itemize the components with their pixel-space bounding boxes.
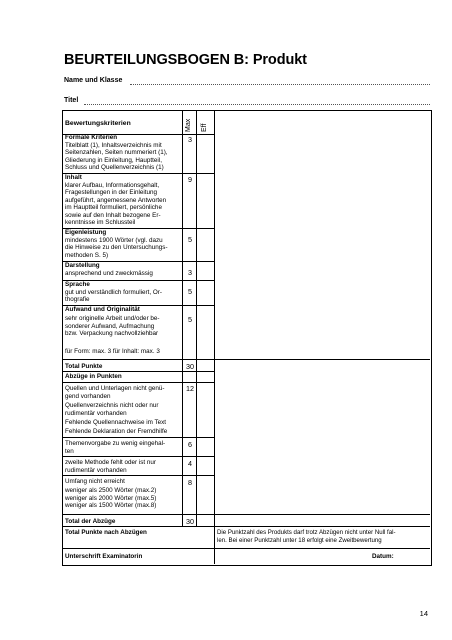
criterion-text: thografie	[65, 296, 90, 303]
deduction-text: zweite Methode fehlt oder ist nur	[65, 459, 157, 466]
criterion-text: Gliederung in Einleitung, Hauptteil,	[65, 156, 162, 164]
page-number: 14	[419, 609, 428, 618]
max-header: Max	[185, 118, 192, 132]
max-value: 3	[188, 135, 192, 144]
deduction-text: ten	[65, 447, 74, 455]
deduction-text: Quellenverzeichnis nicht oder nur	[65, 402, 159, 409]
deduction-text: gend vorhanden	[65, 392, 111, 400]
criterion-text: bzw. Verpackung nachvollziehbar	[65, 330, 159, 337]
deduction-text: Fehlende Quellennachweise im Text	[65, 419, 167, 426]
title-label: Titel	[64, 97, 79, 104]
criterion-label: Eigenleistung	[65, 229, 107, 236]
signature-label: Unterschrift Examinatorin	[65, 553, 143, 560]
criterion-text: Fragestellungen in der Einleitung	[65, 189, 158, 196]
criterion-text: methoden S. 5)	[65, 251, 109, 259]
deduction-text: rudimentär vorhanden	[65, 466, 127, 474]
name-class-field[interactable]	[130, 84, 430, 85]
total-after-label: Total Punkte nach Abzügen	[65, 529, 147, 536]
max-value: 12	[186, 384, 194, 393]
max-value: 5	[188, 315, 192, 324]
criterion-text: klarer Aufbau, Informationsgehalt,	[65, 181, 160, 189]
deduction-text: weniger als 2500 Wörter (max.2)	[65, 487, 157, 494]
max-value: 3	[188, 268, 192, 277]
criterion-label: Inhalt	[65, 174, 82, 181]
total-after-note: Die Punktzahl des Produkts darf trotz Abzügen nicht unter Null fal-	[217, 529, 396, 536]
deduction-text: Themenvorgabe zu wenig eingehal-	[65, 440, 166, 447]
max-value: 4	[188, 459, 192, 468]
form-inhalt-line: für Form: max. 3 für Inhalt: max. 3	[65, 348, 160, 355]
max-value: 8	[188, 478, 192, 487]
criterion-label: Darstellung	[65, 262, 100, 269]
deduction-text: weniger als 2000 Wörter (max.5)	[65, 494, 157, 502]
deduction-text: Fehlende Deklaration der Fremdhilfe	[65, 428, 168, 435]
total-after-note: len. Bei einer Punktzahl unter 18 erfolgt eine Zweitbewertung	[217, 537, 382, 544]
page-title: BEURTEILUNGSBOGEN B: Produkt	[64, 52, 307, 68]
criterion-text: mindestens 1900 Wörter (vgl. dazu	[65, 236, 163, 244]
criterion-text: kenntnisse im Schlussteil	[65, 219, 136, 226]
criterion-text: ansprechend und zweckmässig	[65, 269, 153, 277]
criterion-label: Formale Kriterien	[65, 134, 118, 141]
deduction-text: rudimentär vorhanden	[65, 409, 127, 417]
max-value: 9	[188, 175, 192, 184]
criterion-text: im Hauptteil formuliert, persönliche	[65, 204, 162, 211]
evaluation-table	[62, 110, 432, 566]
total-points-max: 30	[186, 362, 194, 371]
deduction-text: Quellen und Unterlagen nicht genü-	[65, 385, 165, 392]
max-value: 5	[188, 235, 192, 244]
eff-header: Eff	[201, 123, 208, 132]
total-deductions-label: Total der Abzüge	[65, 518, 116, 525]
criteria-header: Bewertungskriterien	[65, 120, 131, 127]
criterion-text: die Hinweise zu den Untersuchungs-	[65, 244, 168, 251]
criterion-label: Aufwand und Originalität	[65, 306, 140, 313]
max-value: 5	[188, 287, 192, 296]
name-class-label: Name und Klasse	[64, 77, 123, 84]
total-deductions-max: 30	[186, 517, 194, 526]
criterion-text: sonderer Aufwand, Aufmachung	[65, 322, 155, 330]
date-label: Datum:	[372, 553, 394, 560]
criterion-text: Schluss und Quellenverzeichnis (1)	[65, 164, 164, 171]
deduction-text: Umfang nicht erreicht	[65, 478, 125, 485]
criterion-text: gut und verständlich formuliert, Or-	[65, 288, 162, 296]
deductions-header: Abzüge in Punkten	[65, 373, 122, 380]
criterion-text: sehr originelle Arbeit und/oder be-	[65, 315, 160, 322]
deduction-text: weniger als 1500 Wörter (max.8)	[65, 502, 157, 509]
title-field[interactable]	[84, 104, 430, 105]
criterion-text: aufgeführt, angemessene Antworten	[65, 196, 167, 204]
criterion-text: Titelblatt (1), Inhaltsverzeichnis mit	[65, 141, 162, 149]
criterion-label: Sprache	[65, 281, 90, 288]
max-value: 6	[188, 440, 192, 449]
criterion-text: Seitenzahlen, Seiten nummeriert (1),	[65, 149, 168, 156]
criterion-text: sowie auf den Inhalt bezogene Er-	[65, 211, 161, 219]
total-points-label: Total Punkte	[65, 363, 103, 370]
